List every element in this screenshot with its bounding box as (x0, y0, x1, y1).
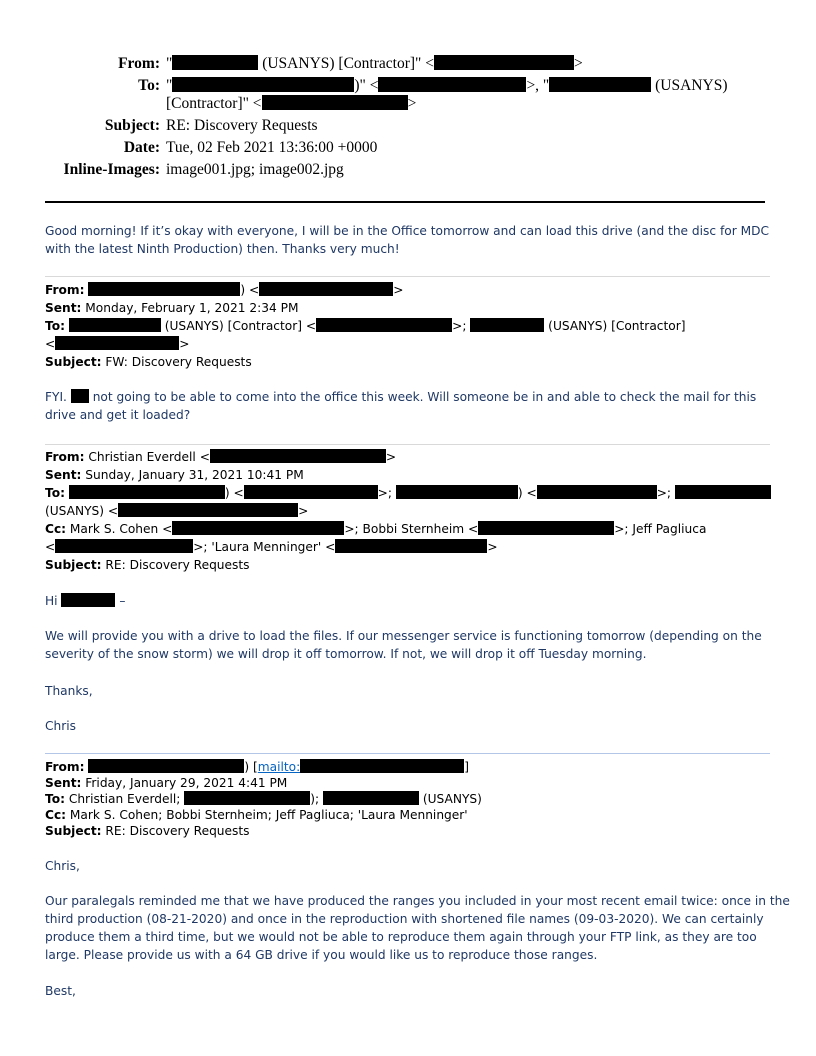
header-from-label: From: (118, 55, 160, 72)
redaction-block (172, 521, 344, 535)
email3-to-row-cont: (USANYS) < > (45, 504, 309, 518)
mailto-link[interactable]: mailto: (258, 760, 464, 774)
redaction-block (323, 791, 419, 805)
email-divider (45, 444, 770, 445)
message1-body (45, 222, 770, 258)
redaction-block (300, 759, 464, 773)
email4-closing: Best, (45, 984, 76, 998)
email3-body (45, 627, 765, 663)
redaction-block (172, 77, 354, 92)
email3-from-row: From: Christian Everdell < > (45, 450, 397, 464)
redaction-block (549, 77, 651, 92)
email4-body-line: large. Please provide us with a 64 GB drive if you would like us to reproduce those ranges. (45, 948, 598, 962)
header-from-value: " (USANYS) [Contractor]" < > (166, 55, 583, 72)
email3-thanks: Thanks, (45, 684, 93, 698)
email2-body-line: drive and get it loaded? (45, 408, 191, 422)
redaction-block (244, 485, 378, 499)
redaction-block (69, 485, 225, 499)
email3-sent-row: Sent: Sunday, January 31, 2021 10:41 PM (45, 468, 304, 482)
redaction-block (434, 55, 574, 70)
email2-body-line: FYI. not going to be able to come into the office this week. Will someone be in and able to check the mail for this (45, 390, 757, 404)
redaction-block (61, 593, 115, 607)
email2-sent-row: Sent: Monday, February 1, 2021 2:34 PM (45, 301, 299, 315)
email4-header (45, 759, 482, 839)
redaction-block (378, 77, 526, 92)
header-block (0, 0, 816, 200)
email-divider (45, 276, 770, 277)
redaction-block (118, 503, 298, 517)
email3-signature: Chris (45, 719, 76, 733)
redaction-block (478, 521, 614, 535)
redaction-block (88, 759, 244, 773)
header-divider (45, 201, 765, 203)
header-date-label: Date: (123, 139, 160, 156)
email2-to-row: To: (USANYS) [Contractor] < >; (USANYS) [Contractor] (45, 319, 686, 333)
email2-to-row-cont: < > (45, 337, 190, 351)
email2-header (45, 281, 686, 371)
header-subject-label: Subject: (104, 117, 160, 134)
email4-subject-row: Subject: RE: Discovery Requests (45, 824, 250, 838)
redaction-block (470, 318, 544, 332)
email-divider (45, 753, 770, 754)
email3-body-line: severity of the snow storm) we will drop it off tomorrow. If not, we will drop it off Tuesday morning. (45, 647, 647, 661)
email3-cc-row: Cc: Mark S. Cohen < >; Bobbi Sternheim < >; Jeff Pagliuca (45, 522, 707, 536)
redaction-block (88, 282, 240, 296)
redaction-block (335, 539, 487, 553)
email2-from-row: From: ) < > (45, 283, 404, 297)
header-date-value: Tue, 02 Feb 2021 13:36:00 +0000 (166, 139, 378, 156)
redaction-block (316, 318, 452, 332)
header-to-value-line2: [Contractor]" < > (166, 95, 417, 112)
redaction-block (55, 336, 179, 350)
email4-sent-row: Sent: Friday, January 29, 2021 4:41 PM (45, 776, 288, 790)
header-to-label: To: (138, 77, 160, 94)
redaction-block (675, 485, 771, 499)
header-subject-value: RE: Discovery Requests (166, 117, 318, 134)
email4-to-row: To: Christian Everdell; ); (USANYS) (45, 792, 482, 806)
email3-header (45, 448, 771, 574)
redaction-block (262, 95, 408, 110)
email2-subject-row: Subject: FW: Discovery Requests (45, 355, 252, 369)
redaction-block (69, 318, 161, 332)
email4-body-line: Our paralegals reminded me that we have produced the ranges you included in your most recent email twice: once in the (45, 894, 790, 908)
redaction-block (55, 539, 193, 553)
header-images-value: image001.jpg; image002.jpg (166, 161, 344, 178)
email3-subject-row: Subject: RE: Discovery Requests (45, 558, 250, 572)
email4-greeting: Chris, (45, 859, 80, 873)
email4-body (45, 892, 790, 964)
header-images-label: Inline-Images: (63, 161, 160, 178)
email3-body-line: We will provide you with a drive to load the files. If our messenger service is functioning tomorrow (depending on the (45, 629, 762, 643)
email2-body (45, 388, 765, 424)
redaction-block (259, 282, 393, 296)
redaction-block (210, 449, 386, 463)
email4-from-row: From: ) [mailto: ] (45, 760, 470, 774)
email4-body-line: third production (08-21-2020) and once in the reproduction with shortened file names (09-03-2020). We can certainly (45, 912, 764, 926)
redaction-block (71, 389, 89, 403)
email4-cc-row: Cc: Mark S. Cohen; Bobbi Sternheim; Jeff Pagliuca; 'Laura Menninger' (45, 808, 468, 822)
header-to-value: " )" < >, " (USANYS) (166, 77, 728, 94)
email3-greeting: Hi – (45, 594, 126, 608)
message1-line: with the latest Ninth Production) then. Thanks very much! (45, 242, 400, 256)
email3-to-row: To: ) < >; ) < >; (45, 484, 771, 502)
email4-body-line: produce them a third time, but we would not be able to reproduce them again through your FTP link, as they are too (45, 930, 757, 944)
redaction-block (184, 791, 310, 805)
redaction-block (396, 485, 518, 499)
message1-line: Good morning! If it’s okay with everyone, I will be in the Office tomorrow and can load this drive (and the disc for MDC (45, 224, 770, 238)
redaction-block (172, 55, 258, 70)
email3-cc-row-cont: < >; 'Laura Menninger' < > (45, 540, 498, 554)
redaction-block (537, 485, 657, 499)
